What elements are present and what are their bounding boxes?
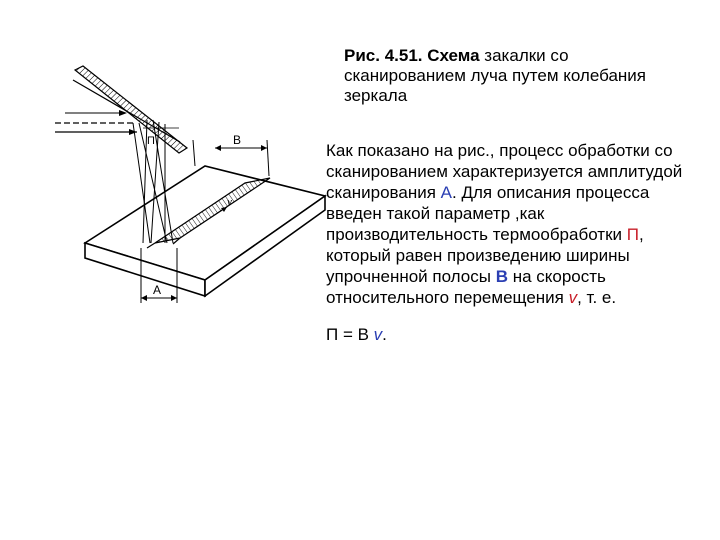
velocity-symbol: v [568,288,578,307]
text-part-5: , т. е. [577,288,617,307]
dim-arrow-B-right [261,145,267,151]
formula-end: . [382,325,387,344]
paragraph-text [326,140,706,308]
caption-label: Рис. 4.51. Схема [344,46,480,65]
dim-arrow-A-left [141,295,147,301]
label-P: П [147,135,155,147]
velocity-label: v [227,196,232,208]
mirror [75,66,187,153]
label-B: B [233,133,242,147]
text-part-3: , который равен произведению ширины упрочненной полосы [326,225,644,286]
caption-text: закалки со сканированием луча путем колебания зеркала [344,46,647,105]
description-paragraph [326,140,706,308]
dim-arrow-B-left [215,145,221,151]
scanning-hardening-diagram [55,58,330,318]
productivity-symbol: П [626,225,639,244]
width-symbol: В [495,267,508,286]
mirror-swing-line [73,80,180,142]
dim-line-B-right [267,140,269,176]
label-A: A [153,283,162,297]
incident-arrow-head [129,129,137,135]
formula-variable: v [373,325,383,344]
text-part-1: Как показано на рис., процесс обработки со сканированием характеризуется амплитудой сканирования [326,141,683,202]
dim-arrow-A-right [171,295,177,301]
text-part-2: . Для описания процесса введен такой параметр ,как производительность термообработки [326,183,650,244]
figure-caption [344,46,674,106]
formula [326,324,387,345]
formula-lhs: П = В [326,325,374,344]
dim-line-B-left [193,140,195,166]
amplitude-symbol: А [440,183,453,202]
text-part-4: на скорость относительного перемещения [326,267,606,307]
